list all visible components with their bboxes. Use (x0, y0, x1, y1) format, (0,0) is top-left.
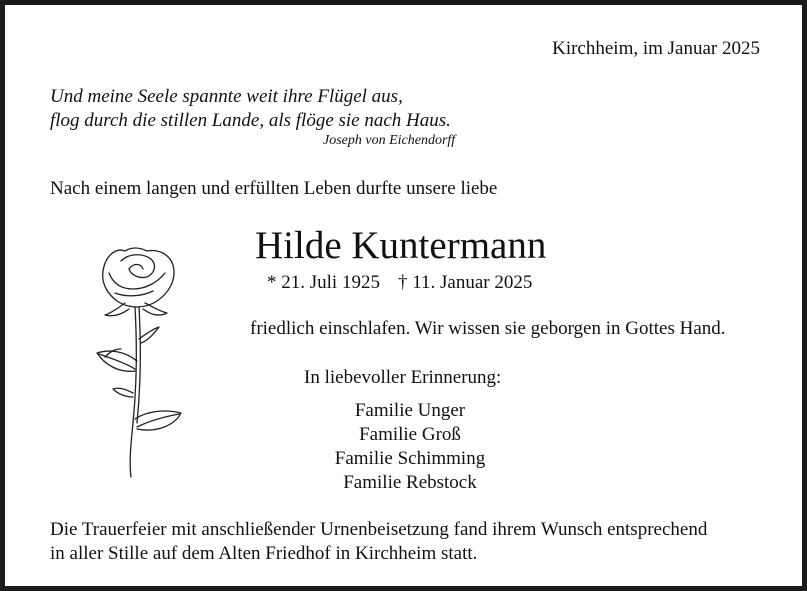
family-list (310, 399, 510, 495)
poem-author: Joseph von Eichendorff (323, 133, 456, 148)
family-name: Familie Schimming (334, 448, 486, 469)
poem-line-1: Und meine Seele spannte weit ihre Flügel aus, (50, 86, 403, 107)
place-date: Kirchheim, im Januar 2025 (552, 38, 760, 59)
funeral-info (50, 518, 707, 566)
poem-line-2: flog durch die stillen Lande, als flöge sie nach Haus. (50, 110, 451, 131)
funeral-line-1: Die Trauerfeier mit anschließender Urnenbeisetzung fand ihrem Wunsch entsprechend (50, 519, 708, 540)
funeral-line-2: in aller Stille auf dem Alten Friedhof in Kirchheim statt. (50, 543, 478, 564)
intro-text: Nach einem langen und erfüllten Leben durfte unsere liebe (50, 178, 498, 199)
rose-icon (85, 243, 205, 479)
remembrance-heading: In liebevoller Erinnerung: (304, 367, 502, 388)
life-dates (267, 272, 550, 294)
family-name: Familie Groß (359, 424, 461, 445)
family-name: Familie Rebstock (343, 472, 477, 493)
birth-date: * 21. Juli 1925 (267, 272, 380, 293)
death-date: † 11. Januar 2025 (397, 272, 533, 293)
rest-text: friedlich einschlafen. Wir wissen sie geborgen in Gottes Hand. (250, 318, 726, 339)
family-name: Familie Unger (354, 400, 466, 421)
deceased-name: Hilde Kuntermann (255, 224, 547, 267)
